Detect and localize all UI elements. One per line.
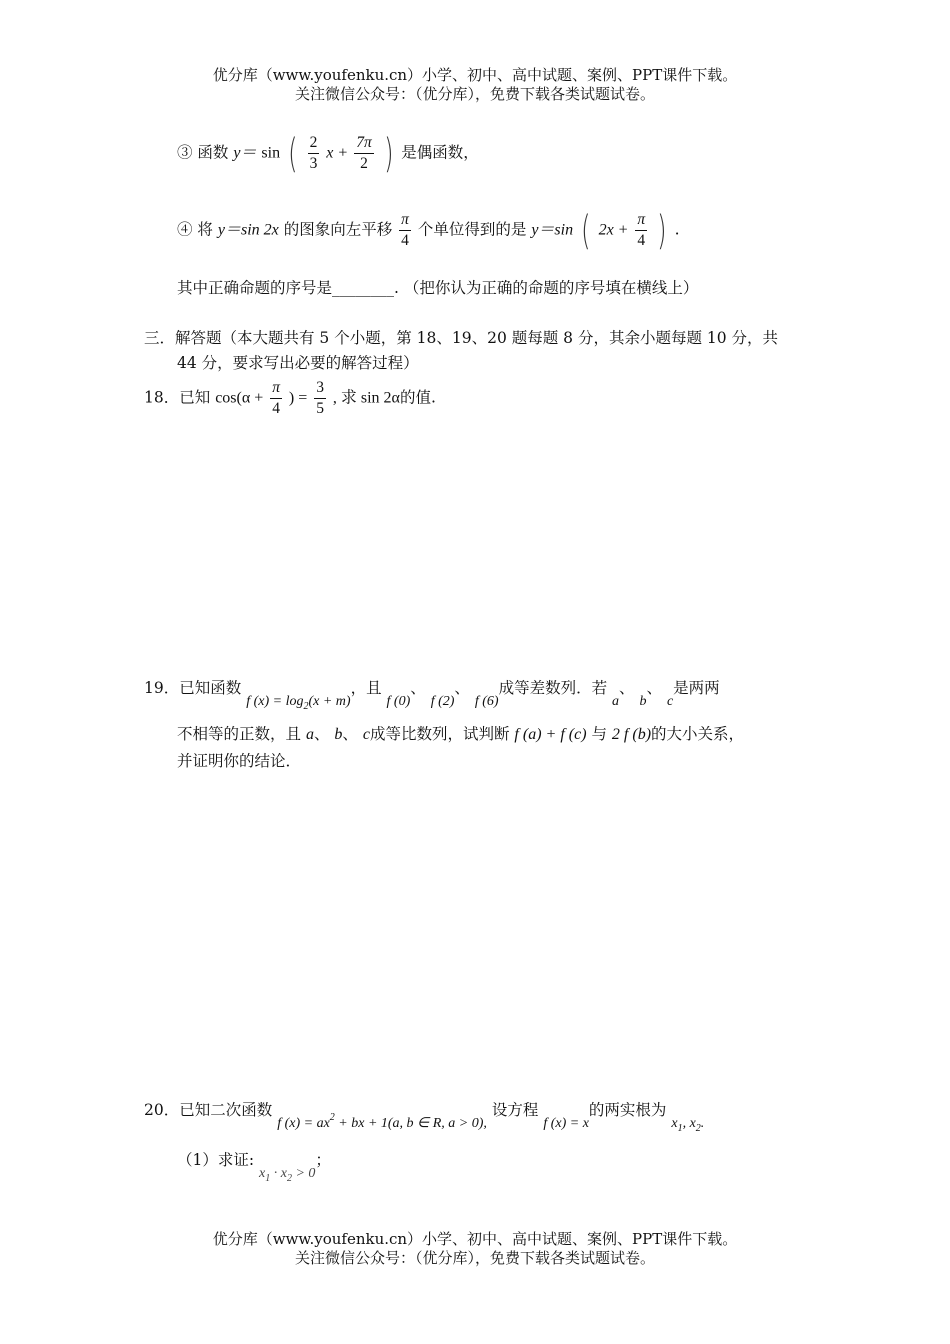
frac-denominator: 5 [316, 400, 324, 417]
q19-f0: f (0) [386, 694, 411, 709]
section-3-line-2: 44 分，要求写出必要的解答过程） [177, 354, 419, 372]
q18-cos: cos(α + [215, 389, 264, 407]
q20-period: . [700, 1116, 705, 1131]
header-line-1: 优分库（www.youfenku.cn）小学、初中、高中试题、案例、PPT课件下载。 [212, 66, 738, 84]
q19-sep: 、 [454, 679, 470, 697]
q19-text3: 成等差数列．若 [498, 679, 608, 697]
item-4-inner: 2x + [598, 221, 629, 239]
q20-function [277, 1112, 487, 1131]
q19-text4: 是两两 [673, 679, 720, 697]
q19-sep: 、 [410, 679, 426, 697]
item-4-expr: y＝sin 2x [217, 221, 279, 239]
q20-part1-end: ； [315, 1151, 331, 1169]
q19-c2: c [362, 726, 370, 743]
frac-numerator: 3 [314, 378, 326, 399]
item-3-plus: + [338, 144, 348, 162]
q19-line-2 [177, 722, 744, 744]
footer-line-2: 关注微信公众号：（优分库），免费下载各类试题试卷。 [294, 1249, 655, 1267]
q19-line2-end: 的大小关系， [651, 725, 745, 743]
q19-sep: 、 [342, 725, 358, 743]
q19-function [246, 694, 351, 712]
item-4-y: y＝sin [531, 221, 574, 239]
q19-f2: f (2) [430, 694, 455, 709]
right-paren: ) [657, 207, 667, 254]
left-paren: ( [288, 130, 298, 177]
frac-denominator: 3 [309, 155, 318, 172]
question-number: 20． [144, 1101, 180, 1119]
q19-expr2: 2 f (b) [611, 726, 652, 743]
q19-sep: 、 [646, 679, 662, 697]
q20-part1-gt: > 0 [291, 1166, 316, 1181]
item-4-prefix: ④ 将 [177, 220, 213, 239]
q20-text3: 的两实根为 [588, 1101, 667, 1119]
frac-denominator: 4 [272, 400, 280, 417]
q19-line2-pre: 不相等的正数，且 [177, 725, 302, 743]
item-3-y: y＝ [233, 144, 257, 162]
q19-line2-mid2: 与 [591, 725, 607, 743]
item-3-frac2 [354, 133, 374, 174]
item-3-prefix: ③ 函数 [177, 143, 229, 162]
item-3-x: x [326, 144, 334, 162]
q20-part1-x: x [259, 1166, 266, 1181]
q19-b2: b [334, 726, 343, 743]
q20-root-sub1: 1 [677, 1123, 683, 1134]
q20-roots [671, 1116, 705, 1134]
item-3-suffix: 是偶函数， [401, 143, 479, 162]
item-4 [177, 207, 680, 254]
q19-f6: f (6) [474, 694, 499, 709]
question-number: 19． [144, 679, 180, 697]
q20-text1: 已知二次函数 [179, 1101, 273, 1119]
left-paren: ( [581, 207, 591, 254]
q19-c: c [666, 694, 674, 709]
answer-blank[interactable]: ________ [332, 279, 395, 297]
footer-line-1: 优分库（www.youfenku.cn）小学、初中、高中试题、案例、PPT课件下载。 [212, 1230, 738, 1248]
q20-rest: + bx + 1(a, b ∈ R, a > 0), [338, 1116, 487, 1131]
frac-denominator: 2 [360, 155, 368, 172]
q19-a2: a [305, 726, 314, 743]
item-3 [177, 130, 479, 177]
frac-numerator: π [399, 210, 411, 231]
question-18 [144, 378, 436, 419]
item-4-frac2 [635, 210, 647, 251]
q18-frac2 [314, 378, 326, 419]
q20-part1-dot: · x [270, 1166, 287, 1181]
q19-line-3: 并证明你的结论． [177, 752, 302, 770]
header-line-2: 关注微信公众号：（优分库），免费下载各类试题试卷。 [294, 85, 655, 103]
fill-line-text: 其中正确命题的序号是 [177, 279, 333, 297]
item-4-suffix: . [674, 220, 680, 239]
q20-square: 2 [329, 1112, 335, 1123]
q19-text1: 已知函数 [179, 679, 242, 697]
section-3-line-1: 三．解答题（本大题共有 5 个小题，第 18、19、20 题每题 8 分，其余小题每题 10 分，共 [144, 329, 779, 347]
q20-part1-expr [259, 1166, 316, 1184]
q19-arg: (x + m) [308, 694, 351, 709]
item-4-mid2: 个单位得到的是 [417, 220, 527, 239]
q18-eq: ) = [288, 389, 308, 407]
q18-tail: , 求 sin 2α [332, 389, 400, 407]
question-19 [144, 676, 720, 712]
frac-numerator: π [635, 210, 647, 231]
q20-fx: f (x) = ax [277, 1116, 330, 1131]
item-3-frac1 [308, 133, 320, 174]
q20-part-1 [177, 1148, 331, 1184]
q19-text2: ，且 [350, 679, 382, 697]
question-20 [144, 1098, 705, 1134]
frac-denominator: 4 [637, 232, 646, 249]
q19-expr1: f (a) + f (c) [514, 726, 587, 743]
q20-root-x: x [671, 1116, 678, 1131]
q19-log-base: 2 [303, 701, 309, 712]
q19-fx: f (x) = log [246, 694, 304, 709]
q18-text: 已知 [179, 388, 211, 407]
q19-a: a [612, 694, 620, 709]
item-4-mid: 的图象向左平移 [283, 220, 393, 239]
q20-part1-sub1: 1 [265, 1173, 271, 1184]
question-number: 18． [144, 388, 180, 407]
frac-numerator: π [270, 378, 282, 399]
q18-suffix: 的值. [399, 388, 436, 407]
q20-part1-sub2: 2 [286, 1173, 292, 1184]
q18-frac1 [270, 378, 282, 419]
item-3-sin: sin [261, 144, 281, 162]
q20-root-sub2: 2 [695, 1123, 701, 1134]
frac-numerator: 7π [354, 133, 374, 154]
right-paren: ) [383, 130, 394, 177]
fill-line-note: . （把你认为正确的命题的序号填在横线上） [394, 279, 699, 297]
frac-denominator: 4 [401, 232, 409, 249]
q20-part1-label: （1）求证: [177, 1151, 255, 1169]
q20-root-comma: , x [682, 1116, 696, 1131]
q19-line2-mid: 成等比数列，试判断 [369, 725, 510, 743]
q19-b: b [639, 694, 647, 709]
q19-sep: 、 [619, 679, 635, 697]
q20-equation: f (x) = x [543, 1116, 589, 1131]
q20-text2: 设方程 [491, 1101, 539, 1119]
q19-sep: 、 [313, 725, 330, 743]
fill-line [177, 276, 698, 298]
item-4-frac [399, 210, 411, 251]
frac-numerator: 2 [308, 133, 320, 154]
